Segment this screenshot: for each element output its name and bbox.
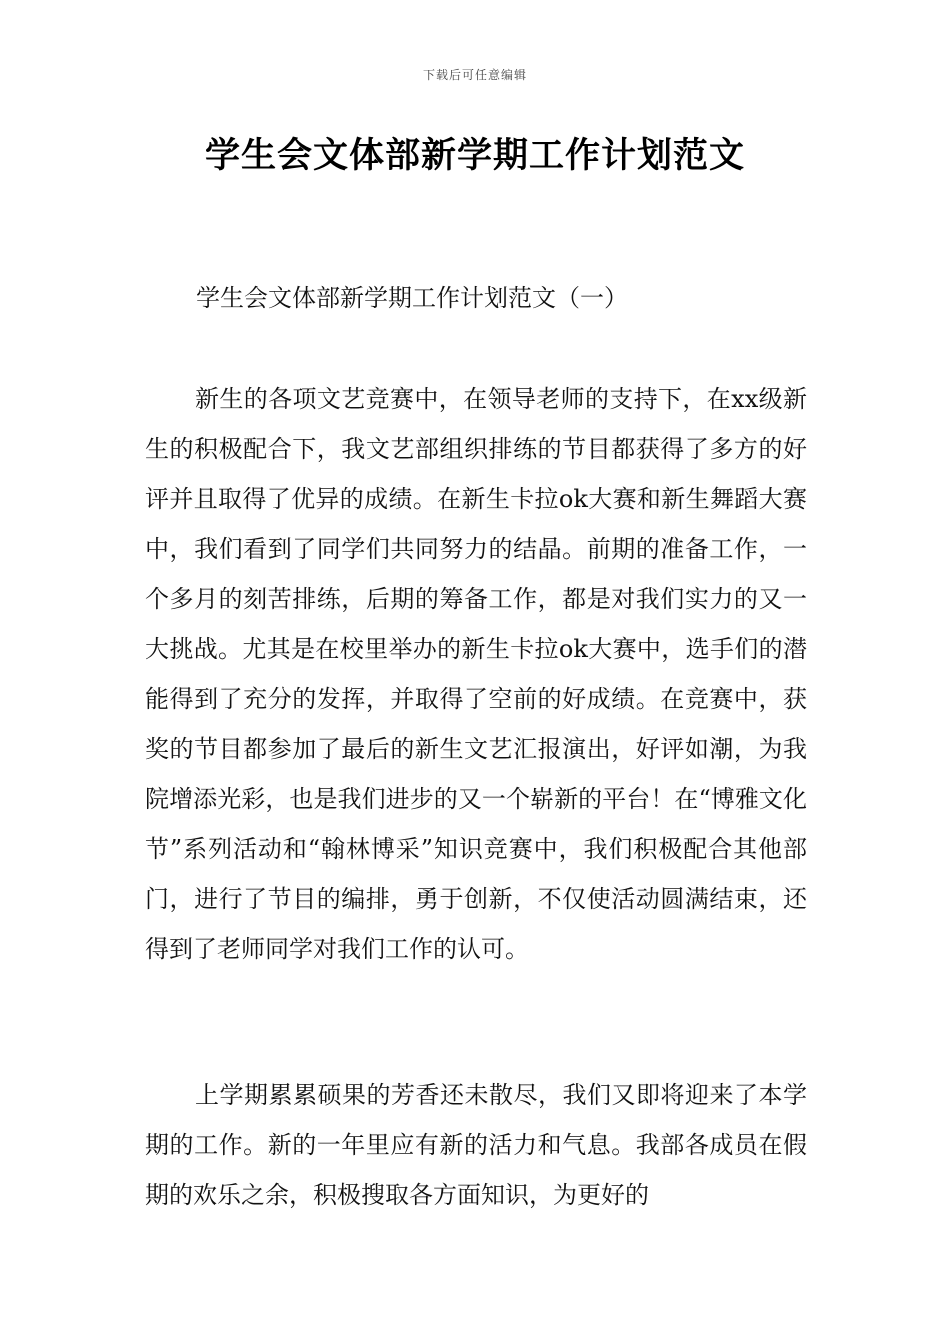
document-title: 学生会文体部新学期工作计划范文 — [204, 136, 745, 176]
paragraph-1: 新生的各项文艺竞赛中，在领导老师的支持下，在xx级新生的积极配合下，我文艺部组织排练的节目都获得了多方的好评并且取得了优异的成绩。在新生卡拉ok大赛和新生舞蹈大赛中，我们看到了同学们共同努力的结晶。前期的准备工作，一个多月的刻苦排练，后期的筹备工作，都是对我们实力的又一大挑战。尤其是在校里举办的新生卡拉ok大赛中，选手们的潜能得到了充分的发挥，并取得了空前的好成绩。在竞赛中，获奖的节目都参加了最后的新生文艺汇报演出，好评如潮，为我院增添光彩，也是我们进步的又一个崭新的平台！在“博雅文化节”系列活动和“翰林博采”知识竞赛中，我们积极配合其他部门，进行了节目的编排，勇于创新，不仅使活动圆满结束，还得到了老师同学对我们工作的认可。 — [145, 385, 807, 963]
paragraph-2: 上学期累累硕果的芳香还未散尽，我们又即将迎来了本学期的工作。新的一年里应有新的活力和气息。我部各成员在假期的欢乐之余，积极搜取各方面知识，为更好的 — [145, 1081, 807, 1209]
header-note: 下载后可任意编辑 — [422, 68, 527, 82]
section-heading: 学生会文体部新学期工作计划范文（一） — [196, 284, 628, 312]
